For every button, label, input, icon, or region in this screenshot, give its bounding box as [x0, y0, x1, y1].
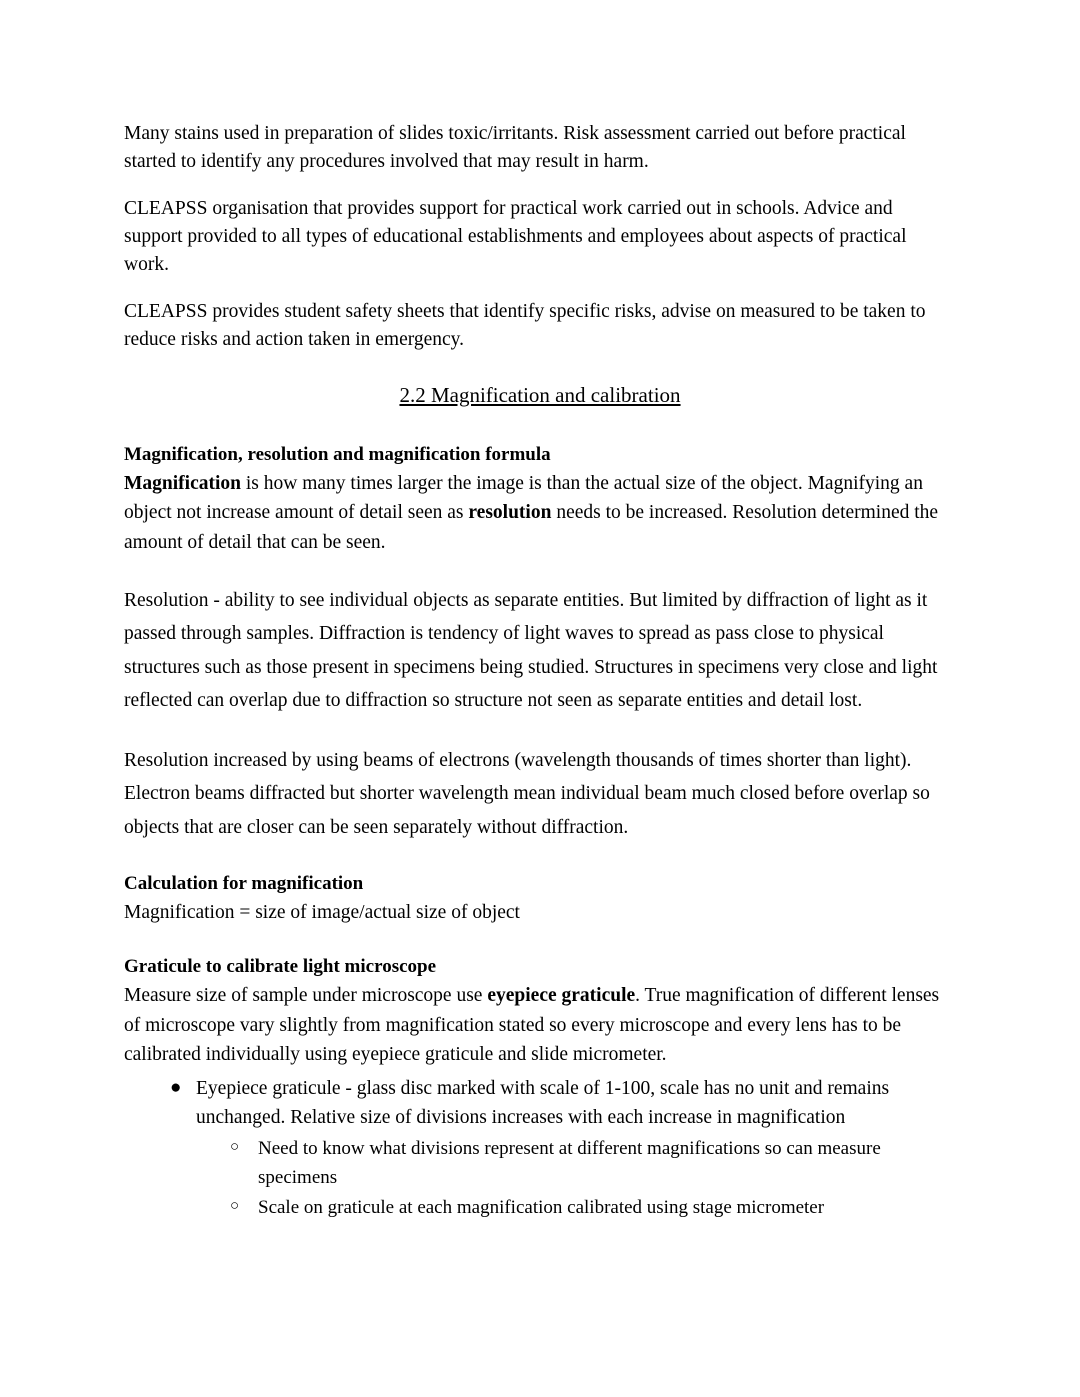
section-heading [124, 382, 956, 409]
block-title-graticule: Graticule to calibrate light microscope [124, 956, 437, 978]
block-resolution-diffraction [124, 584, 956, 718]
block-title-calculation: Calculation for magnification [124, 873, 364, 895]
bullet-circle-icon: ○ [230, 1198, 240, 1215]
list-item-text: Scale on graticule at each magnification calibrated using stage micrometer [258, 1197, 825, 1219]
block-calculation-magnification [124, 870, 956, 927]
block-magnification-resolution [124, 441, 956, 557]
paragraph-cleapss-safety-sheets: CLEAPSS provides student safety sheets that identify specific risks, advise on measured to be taken to reduce risks and action taken in emergency. [124, 301, 926, 351]
list-item [162, 1074, 956, 1223]
block-title-magnification: Magnification, resolution and magnification formula [124, 444, 551, 466]
bullet-circle-icon: ○ [230, 1139, 240, 1156]
block-body-magnification: Magnification is how many times larger the image is than the actual size of the object. Magnifying an object not increase amount of detail seen as resolution needs to be increased. Resolution determined the amount of detail that can be seen. [124, 472, 939, 553]
graticule-sub-bullet-list [196, 1135, 956, 1223]
block-body-graticule: Measure size of sample under microscope use eyepiece graticule. True magnification of different lenses of microscope vary slightly from magnification stated so every microscope and every lens has to be calibrated individually using eyepiece graticule and slide micrometer. [124, 984, 940, 1066]
bullet-disc-icon: ● [170, 1076, 182, 1098]
list-item-text: Need to know what divisions represent at different magnifications so can measure specimens [258, 1138, 881, 1188]
block-body-calculation: Magnification = size of image/actual size of object [124, 901, 520, 923]
paragraph-stains: Many stains used in preparation of slides toxic/irritants. Risk assessment carried out before practical started to identify any procedures involved that may result in harm. [124, 123, 906, 172]
block-graticule [124, 953, 956, 1222]
list-item [224, 1194, 956, 1223]
section-heading-text: 2.2 Magnification and calibration [399, 382, 681, 407]
block-resolution-electrons [124, 744, 956, 845]
list-item [224, 1135, 956, 1192]
graticule-bullet-list [124, 1074, 956, 1223]
block-body-resolution: Resolution - ability to see individual objects as separate entities. But limited by diffraction of light as it passed through samples. Diffraction is tendency of light waves to spread as pass close to physical structures such as those present in specimens being studied. Structures in specimens very close and light reflected can overlap due to diffraction so structure not seen as separate entities and detail lost. [124, 589, 938, 712]
block-body-electrons: Resolution increased by using beams of electrons (wavelength thousands of times shorter than light). Electron beams diffracted but shorter wavelength mean individual beam much closed before overlap so objects that are closer can be seen separately without diffraction. [124, 749, 930, 838]
paragraph-cleapss-org: CLEAPSS organisation that provides support for practical work carried out in schools. Advice and support provided to all types of educational establishments and employees about aspects of practical work. [124, 198, 907, 275]
list-item-text: Eyepiece graticule - glass disc marked with scale of 1-100, scale has no unit and remains unchanged. Relative size of divisions increases with each increase in magnification [196, 1077, 890, 1129]
document-body [124, 120, 956, 1223]
